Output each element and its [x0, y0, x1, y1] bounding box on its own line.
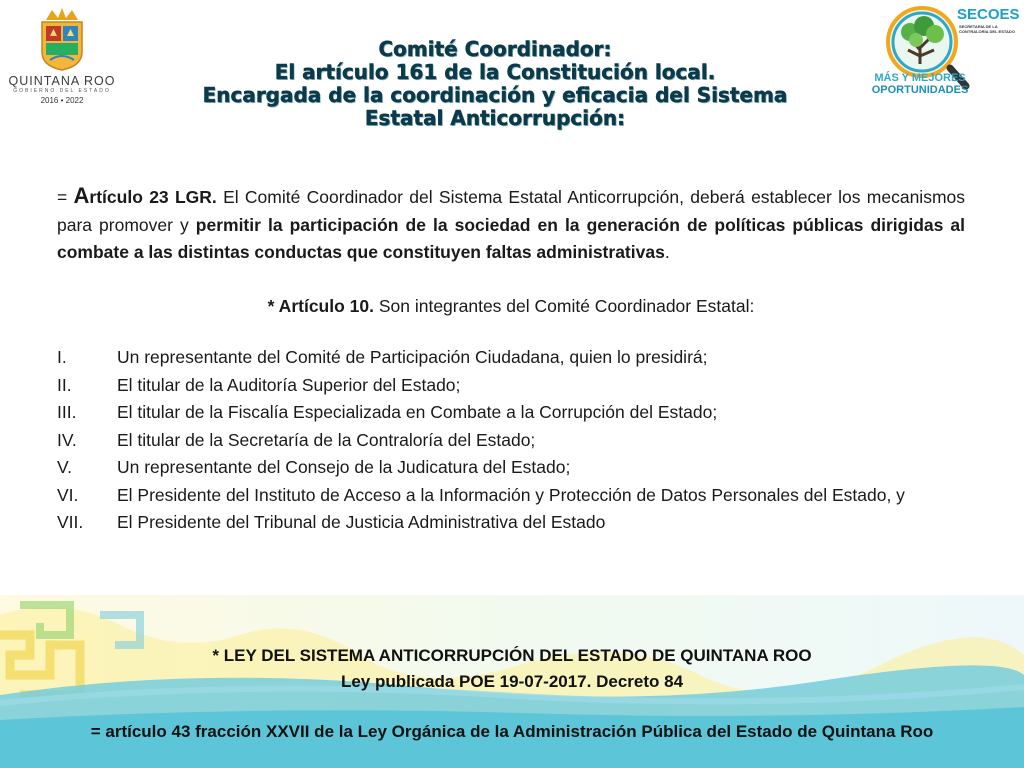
title-line-4: Estatal Anticorrupción: — [364, 106, 626, 130]
slide-body — [57, 182, 965, 537]
quintana-roo-logo — [6, 4, 118, 104]
tagline-line-1: MÁS Y MEJORES — [874, 72, 966, 84]
article-10-reference: * Artículo 10. — [267, 295, 374, 316]
list-item-text: Un representante del Comité de Participación Ciudadana, quien lo presidirá; — [117, 347, 708, 367]
list-item-number: I. — [57, 347, 67, 367]
list-item — [57, 454, 965, 482]
list-item — [57, 427, 965, 455]
ley-organica-reference: = artículo 43 fracción XXVII de la Ley Orgánica de la Administración Pública del Estado de Quintana Roo — [90, 722, 934, 741]
brand-subtitle: SECRETARIA DE LA CONTRALORÍA DEL ESTADO — [959, 24, 1015, 34]
title-line-1: Comité Coordinador: — [378, 37, 612, 61]
logo-name: QUINTANA ROO — [8, 74, 116, 88]
logo-subtitle: GOBIERNO DEL ESTADO — [13, 88, 111, 94]
list-item-text: El titular de la Auditoría Superior del Estado; — [117, 374, 461, 395]
paragraph-bold-text: permitir la participación de la sociedad en la generación de políticas públicas dirigidas al combate a las distintas conductas que constituyen faltas administrativas — [57, 214, 965, 262]
list-item-number: V. — [57, 457, 72, 477]
paragraph-prefix: = — [57, 187, 74, 207]
list-item-number: VI. — [57, 484, 79, 505]
list-item-text: El titular de la Fiscalía Especializada en Combate a la Corrupción del Estado; — [117, 402, 718, 422]
title-line-2: El artículo 161 de la Constitución local. — [274, 60, 716, 84]
brand-name: SECOES — [957, 6, 1020, 23]
list-item-text: El Presidente del Tribunal de Justicia Administrativa del Estado — [117, 512, 606, 532]
law-publication: Ley publicada POE 19-07-2017. Decreto 84 — [340, 672, 684, 691]
logo-years: 2016 • 2022 — [40, 96, 84, 105]
article-23-reference: rtículo 23 LGR. — [89, 187, 217, 207]
list-item — [57, 509, 965, 537]
list-item-text: Un representante del Consejo de la Judicatura del Estado; — [117, 457, 571, 477]
law-title: * LEY DEL SISTEMA ANTICORRUPCIÓN DEL ESTADO DE QUINTANA ROO — [212, 646, 812, 665]
paragraph-end: . — [664, 242, 670, 262]
list-item — [57, 372, 965, 400]
article-10-paragraph — [57, 293, 965, 321]
members-list — [57, 344, 965, 537]
article-23-paragraph — [57, 182, 965, 267]
list-item-number: IV. — [57, 429, 77, 450]
slide-title — [130, 38, 860, 130]
article-10-text: Son integrantes del Comité Coordinador Estatal: — [373, 295, 755, 316]
list-item-number: II. — [57, 374, 72, 395]
brand-tagline — [864, 72, 976, 96]
list-item-text: El titular de la Secretaría de la Contraloría del Estado; — [117, 429, 536, 450]
coat-of-arms-icon — [36, 6, 88, 72]
list-item-text: El Presidente del Instituto de Acceso a la Información y Protección de Datos Personales del Estado, y — [117, 484, 905, 505]
tagline-line-2: OPORTUNIDADES — [871, 84, 969, 96]
law-reference — [0, 643, 1024, 695]
list-item — [57, 482, 965, 510]
paragraph-text: El Comité Coordinador del Sistema Estatal Anticorrupción, deberá establecer los mecanismos para promover y — [57, 187, 966, 235]
list-item-number: VII. — [57, 512, 84, 532]
title-line-3: Encargada de la coordinación y eficacia del Sistema — [202, 83, 788, 107]
list-item-number: III. — [57, 402, 77, 422]
paragraph-big-letter: A — [73, 183, 90, 208]
list-item — [57, 399, 965, 427]
list-item — [57, 344, 965, 372]
secoes-logo — [862, 0, 1022, 108]
